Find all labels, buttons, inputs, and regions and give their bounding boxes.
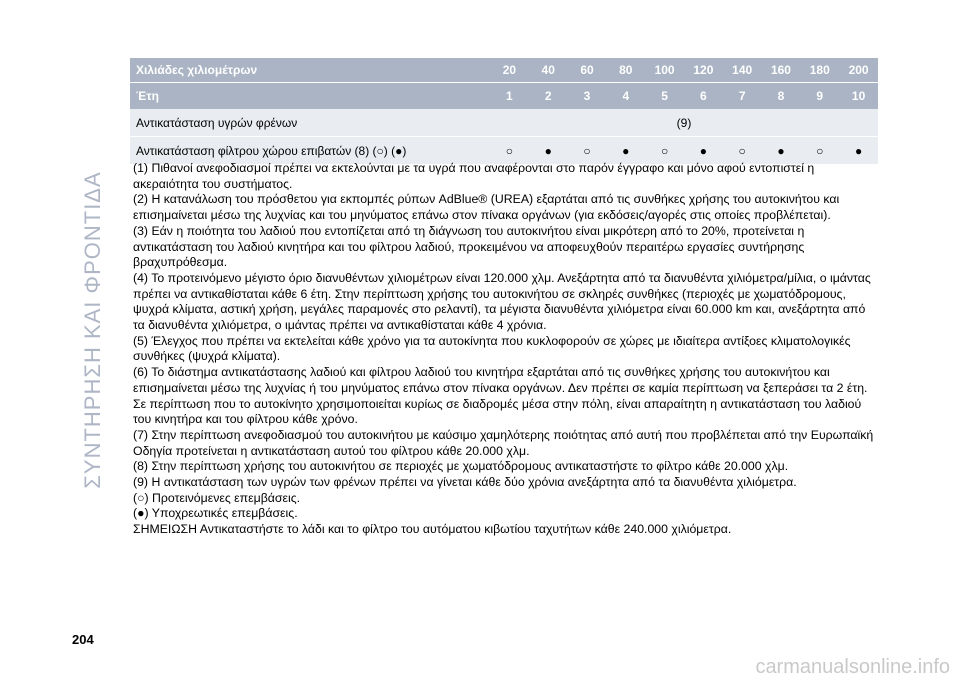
footnote: (1) Πιθανοί ανεφοδιασμοί πρέπει να εκτελούνται με τα υγρά που αναφέρονται στο παρόν έγγραφο και μόνο αφού εντοπιστεί η ακεραιότητα του συστήματος.	[133, 161, 815, 191]
footnote: (9) Η αντικατάσταση των υγρών των φρένων πρέπει να γίνεται κάθε δύο χρόνια ανεξάρτητα από τα διανυθέντα χιλιόμετρα.	[133, 475, 797, 490]
year-cell: 8	[762, 83, 801, 110]
brake-fluid-value: (9)	[490, 109, 878, 137]
km-header-row	[130, 58, 878, 83]
note-gearbox: ΣΗΜΕΙΩΣΗ Αντικαταστήστε το λάδι και το φίλτρο του αυτόματου κιβωτίου ταχυτήτων κάθε 240.000 χιλιόμετρα.	[133, 522, 732, 537]
brake-fluid-label: Αντικατάσταση υγρών φρένων	[130, 109, 490, 137]
years-header-row	[130, 83, 878, 110]
km-cell: 40	[529, 58, 568, 83]
cabin-filter-row	[130, 137, 878, 165]
footnotes	[133, 161, 878, 538]
cabin-filter-label: Αντικατάσταση φίλτρου χώρου επιβατών (8) (○) (●)	[130, 137, 490, 165]
km-cell: 180	[800, 58, 839, 83]
footnote: (6) Το διάστημα αντικατάστασης λαδιού και φίλτρου λαδιού του κινητήρα εξαρτάται από τις συνθήκες χρήσης του αυτοκινήτου και επισημαίνεται μέσω της λυχνίας ή του μηνύματος επάνω στον πίνακα οργάνων. Δεν πρέπει σε καμία περίπτωση να ξεπεράσει τα 2 έτη. Σε περίπτωση που το αυτοκίνητο χρησιμοποιείται κυρίως σε διαδρομές μέσα στην πόλη, είναι απαραίτητη η αντικατάσταση του λαδιού του κινητήρα και του φίλτρου κάθε χρόνο.	[133, 365, 868, 427]
year-cell: 1	[490, 83, 529, 110]
km-cell: 100	[645, 58, 684, 83]
interval-mark: ○	[800, 137, 839, 165]
interval-mark: ○	[723, 137, 762, 165]
footnote: (4) Το προτεινόμενο μέγιστο όριο διανυθέντων χιλιομέτρων είναι 120.000 χλμ. Ανεξάρτητα από τα διανυθέντα χιλιόμετρα/μίλια, ο ιμάντας πρέπει να αντικαθίσταται κάθε 6 έτη. Στην περίπτωση χρήσης του αυτοκινήτου σε σκληρές συνθήκες (περιοχές με χωματόδρομους, ψυχρά κλίματα, αστική χρήση, μεγάλες παραμονές στο ρελαντί), τα μέγιστα διανυθέντα χιλιόμετρα είναι 60.000 km και, ανεξάρτητα από τα διανυθέντα χιλιόμετρα, ο ιμάντας πρέπει να αντικαθίσταται κάθε 4 χρόνια.	[133, 270, 871, 333]
years-header-label: Έτη	[130, 83, 490, 110]
page-number: 204	[72, 632, 94, 647]
year-cell: 3	[568, 83, 607, 110]
year-cell: 10	[839, 83, 878, 110]
chapter-title-text: ΣΥΝΤΗΡΗΣΗ ΚΑΙ ΦΡΟΝΤΙΔΑ	[80, 171, 105, 489]
interval-mark: ○	[568, 137, 607, 165]
km-cell: 20	[490, 58, 529, 83]
interval-mark: ○	[645, 137, 684, 165]
interval-mark: ●	[839, 137, 878, 165]
year-cell: 4	[606, 83, 645, 110]
interval-mark: ○	[490, 137, 529, 165]
watermark: carmanualsonline.info	[755, 656, 950, 678]
year-cell: 9	[800, 83, 839, 110]
year-cell: 5	[645, 83, 684, 110]
legend-mandatory: (●) Υποχρεωτικές επεμβάσεις.	[133, 506, 298, 521]
legend-recommended: (○) Προτεινόμενες επεμβάσεις.	[133, 490, 301, 505]
footnote: (8) Στην περίπτωση χρήσης του αυτοκινήτου σε περιοχές με χωματόδρομους αντικαταστήστε το φίλτρο κάθε 20.000 χλμ.	[133, 459, 789, 474]
interval-mark: ●	[684, 137, 723, 165]
km-cell: 200	[839, 58, 878, 83]
interval-mark: ●	[762, 137, 801, 165]
chapter-side-title	[78, 40, 108, 620]
footnote: (2) Η κατανάλωση του πρόσθετου για εκπομπές ρύπων AdBlue® (UREA) εξαρτάται από τις συνθήκες χρήσης του αυτοκινήτου και επισημαίνεται μέσω της λυχνίας και του μηνύματος επάνω στον πίνακα οργάνων (για εκδόσεις/αγορές στις οποίες προβλέπεται).	[133, 192, 840, 223]
km-cell: 60	[568, 58, 607, 83]
brake-fluid-row	[130, 109, 878, 137]
km-cell: 160	[762, 58, 801, 83]
km-cell: 120	[684, 58, 723, 83]
interval-mark: ●	[606, 137, 645, 165]
km-header-label: Χιλιάδες χιλιομέτρων	[130, 58, 490, 83]
year-cell: 6	[684, 83, 723, 110]
footnote: (7) Στην περίπτωση ανεφοδιασμού του αυτοκινήτου με καύσιμο χαμηλότερης ποιότητας από αυτή που προβλέπεται από την Ευρωπαϊκή Οδηγία προτείνεται η αντικατάσταση αυτού του φίλτρου κάθε 20.000 χλμ.	[133, 427, 874, 458]
year-cell: 2	[529, 83, 568, 110]
footnote: (5) Έλεγχος που πρέπει να εκτελείται κάθε χρόνο για τα αυτοκίνητα που κυκλοφορούν σε χώρες με ιδιαίτερα αντίξοες κλιματολογικές συνθήκες (ψυχρά κλίματα).	[133, 333, 851, 364]
km-cell: 140	[723, 58, 762, 83]
year-cell: 7	[723, 83, 762, 110]
km-cell: 80	[606, 58, 645, 83]
interval-mark: ●	[529, 137, 568, 165]
maintenance-table	[130, 58, 878, 164]
footnote: (3) Εάν η ποιότητα του λαδιού που εντοπίζεται από τη διάγνωση του αυτοκινήτου είναι μικρότερη από το 20%, προτείνεται η αντικατάσταση του λαδιού κινητήρα και του φίλτρου λαδιού, προκειμένου να αποφευχθούν περαιτέρω εργασίες συντήρησης βραχυπρόθεσμα.	[133, 223, 805, 270]
